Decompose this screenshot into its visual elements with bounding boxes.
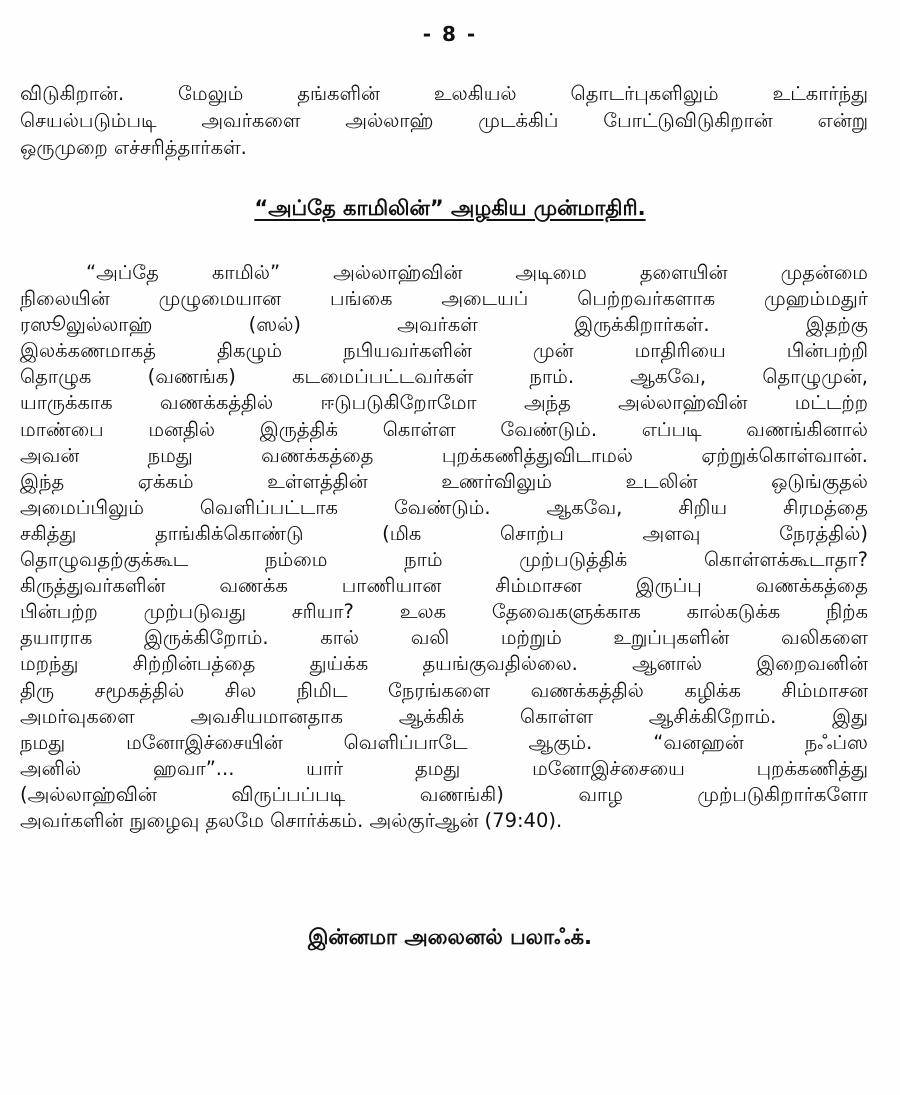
text-line: இலக்கணமாகத் திகழும் நபியவர்களின் முன் மாதிரியை பின்பற்றி <box>20 339 868 363</box>
text-line: நிலையின் முழுமையான பங்கை அடையப் பெற்றவர்களாக முஹம்மதுர் <box>20 287 868 311</box>
text-line: பின்பற்ற முற்படுவது சரியா? உலக தேவைகளுக்காக கால்கடுக்க நிற்க <box>20 600 868 624</box>
intro-paragraph <box>20 80 868 161</box>
closing-signature: இன்னமா அலைனல் பலாஃக். <box>308 925 592 949</box>
text-line: திரு சமூகத்தில் சில நிமிட நேரங்களை வணக்கத்தில் கழிக்க சிம்மாசன <box>20 678 868 702</box>
text-line: ஒருமுறை எச்சரித்தார்கள். <box>20 136 247 159</box>
text-line: தொழுக (வணங்க) கடமைப்பட்டவர்கள் நாம். ஆகவே, தொழுமுன், <box>20 365 868 389</box>
text-line: செயல்படும்படி அவர்களை அல்லாஹ் முடக்கிப் போட்டுவிடுகிறான் என்று <box>20 109 868 132</box>
text-line: சகித்து தாங்கிக்கொண்டு (மிக சொற்ப அளவு நேரத்தில்) <box>20 521 868 545</box>
text-line: மறந்து சிற்றின்பத்தை துய்க்க தயங்குவதில்லை. ஆனால் இறைவனின் <box>20 652 868 676</box>
section-heading <box>0 196 900 223</box>
text-line: கிருத்துவர்களின் வணக்க பாணியான சிம்மாசன இருப்பு வணக்கத்தை <box>20 574 868 598</box>
text-line: அவர்களின் நுழைவு தலமே சொர்க்கம். அல்குர்ஆன் (79:40). <box>20 808 563 832</box>
text-line: இந்த ஏக்கம் உள்ளத்தின் உணர்விலும் உடலின் ஒடுங்குதல் <box>20 469 868 493</box>
text-line: அமைப்பிலும் வெளிப்பட்டாக வேண்டும். ஆகவே, சிறிய சிரமத்தை <box>20 495 868 519</box>
text-line: யாருக்காக வணக்கத்தில் ஈடுபடுகிறோமோ அந்த அல்லாஹ்வின் மட்டற்ற <box>20 391 868 415</box>
text-line: தொழுவதற்குக்கூட நம்மை நாம் முற்படுத்திக் கொள்ளக்கூடாதா? <box>20 548 868 572</box>
page-number: - 8 - <box>422 22 478 46</box>
text-line: விடுகிறான். மேலும் தங்களின் உலகியல் தொடர்புகளிலும் உட்கார்ந்து <box>20 82 868 105</box>
text-line: (அல்லாஹ்வின் விருப்பப்படி வணங்கி) வாழ முற்படுகிறார்களோ <box>20 782 868 806</box>
section-heading-text: “அப்தே காமிலின்” அழகிய முன்மாதிரி. <box>254 196 646 220</box>
text-line: ரஸூலுல்லாஹ் (ஸல்) அவர்கள் இருக்கிறார்கள். இதற்கு <box>20 313 868 337</box>
text-line: அமர்வுகளை அவசியமானதாக ஆக்கிக் கொள்ள ஆசிக்கிறோம். இது <box>20 704 868 728</box>
text-line: மாண்பை மனதில் இருத்திக் கொள்ள வேண்டும். எப்படி வணங்கினால் <box>20 417 868 441</box>
text-line: அவன் நமது வணக்கத்தை புறக்கணித்துவிடாமல் ஏற்றுக்கொள்வான். <box>20 443 868 467</box>
text-line: நமது மனோஇச்சையின் வெளிப்பாடே ஆகும். “வனஹன் நஃப்ஸ <box>20 730 868 754</box>
text-line: அனில் ஹவா”... யார் தமது மனோஇச்சையை புறக்கணித்து <box>20 756 868 780</box>
body-paragraph <box>20 260 868 834</box>
text-line: “அப்தே காமில்” அல்லாஹ்வின் அடிமை தளையின் முதன்மை <box>86 261 868 284</box>
text-line: தயாராக இருக்கிறோம். கால் வலி மற்றும் உறுப்புகளின் வலிகளை <box>20 626 868 650</box>
